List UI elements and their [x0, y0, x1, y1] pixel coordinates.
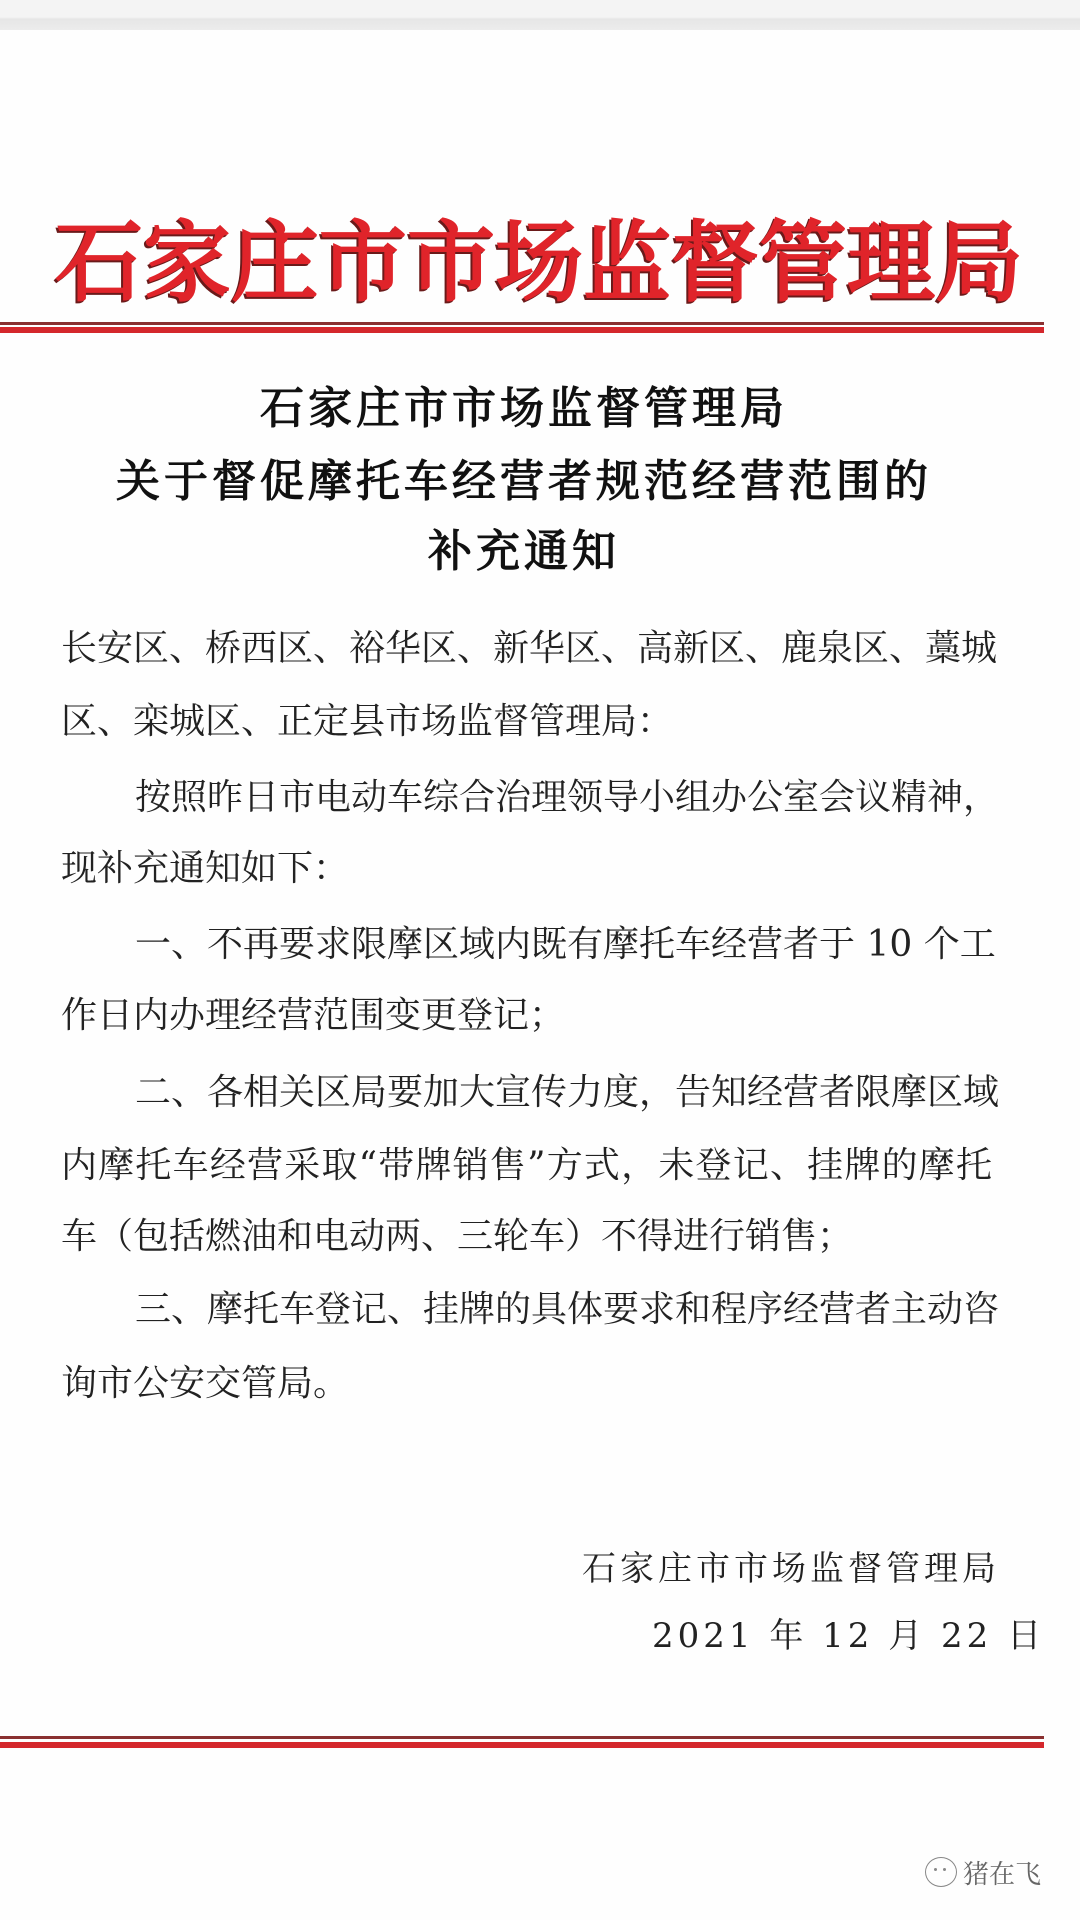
notice-title-line-2: 关于督促摩托车经营者规范经营范围的: [116, 456, 932, 507]
masthead-divider-thick: [0, 327, 1044, 333]
masthead-char: 市: [407, 210, 496, 314]
body-line: 区、栾城区、正定县市场监督管理局：: [61, 701, 674, 742]
signature-issuer: 石家庄市市场监督管理局: [582, 1549, 1000, 1589]
body-line: 一、不再要求限摩区域内既有摩托车经营者于 10 个工: [135, 924, 996, 965]
body-line: 内摩托车经营采取“带牌销售”方式，未登记、挂牌的摩托: [61, 1145, 992, 1186]
notice-title-line-1: 石家庄市市场监督管理局: [260, 383, 788, 434]
masthead-char: 场: [495, 210, 584, 314]
body-line: 现补充通知如下：: [61, 848, 350, 889]
body-line: 询市公安交管局。: [61, 1363, 350, 1404]
watermark: [925, 1855, 1041, 1889]
masthead-char: 市: [319, 210, 408, 314]
body-line: 三、摩托车登记、挂牌的具体要求和程序经营者主动咨: [135, 1289, 1000, 1330]
masthead-char: 家: [143, 210, 232, 314]
footer-divider-thin: [0, 1736, 1044, 1739]
body-line: 按照昨日市电动车综合治理领导小组办公室会议精神，: [135, 777, 1000, 818]
masthead-char: 督: [671, 210, 760, 314]
masthead-char: 局: [935, 210, 1024, 314]
notice-title-line-3: 补充通知: [428, 526, 620, 577]
wechat-icon: [925, 1857, 957, 1887]
masthead-divider-thin: [0, 322, 1044, 325]
body-line: 长安区、桥西区、裕华区、新华区、高新区、鹿泉区、藁城: [61, 628, 998, 669]
masthead-char: 理: [847, 210, 936, 314]
signature-date: 2021 年 12 月 22 日: [652, 1616, 1046, 1656]
masthead-char: 管: [759, 210, 848, 314]
masthead-char: 庄: [231, 210, 320, 314]
masthead-char: 监: [583, 210, 672, 314]
red-masthead-title: [55, 206, 1024, 314]
body-line: 二、各相关区局要加大宣传力度，告知经营者限摩区域: [135, 1072, 1000, 1113]
top-bar: [0, 0, 1080, 30]
watermark-text: 猪在飞: [963, 1859, 1042, 1890]
masthead-char: 石: [55, 210, 144, 314]
footer-divider-thick: [0, 1742, 1044, 1748]
body-line: 作日内办理经营范围变更登记；: [61, 995, 566, 1036]
body-line: 车（包括燃油和电动两、三轮车）不得进行销售；: [61, 1216, 854, 1257]
